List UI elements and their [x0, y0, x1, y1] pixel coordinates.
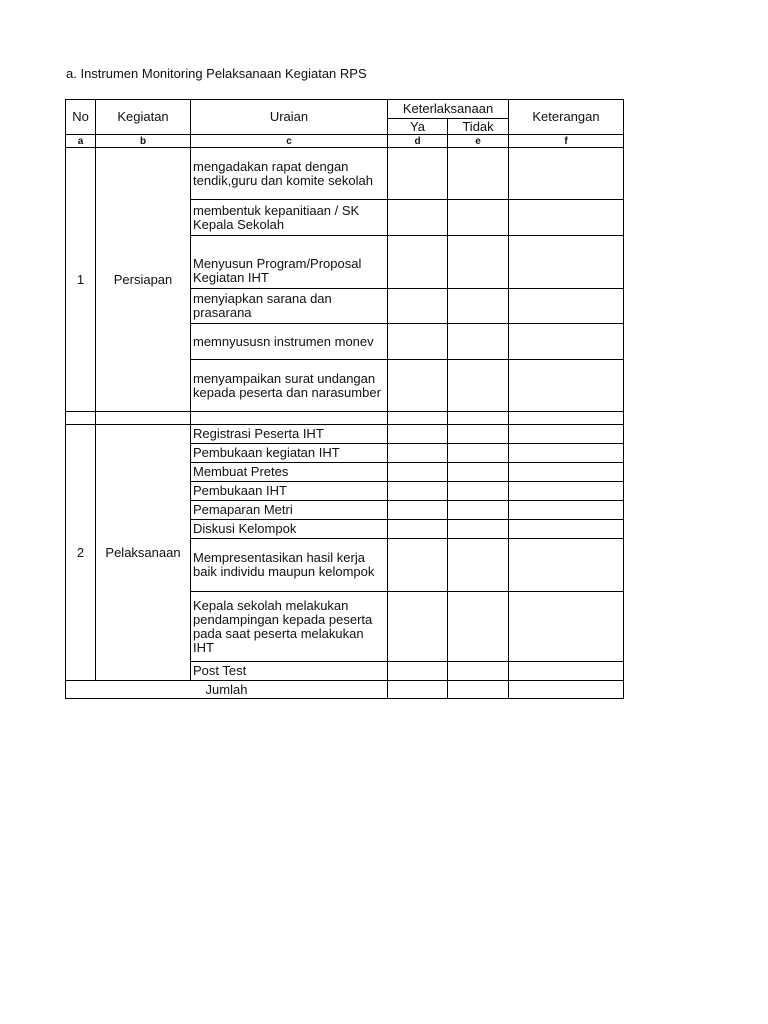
letter-e: e [448, 135, 509, 148]
tidak-cell [448, 200, 509, 236]
uraian-cell: Menyusun Program/Proposal Kegiatan IHT [191, 236, 388, 289]
ya-cell [388, 681, 448, 699]
keterangan-cell [509, 444, 624, 463]
keterangan-cell [509, 592, 624, 662]
uraian-cell: Mempresentasikan hasil kerja baik individu maupun kelompok [191, 539, 388, 592]
keterangan-cell [509, 681, 624, 699]
uraian-cell: Diskusi Kelompok [191, 520, 388, 539]
header-kegiatan: Kegiatan [96, 100, 191, 135]
table-row [66, 425, 624, 444]
header-no: No [66, 100, 96, 135]
tidak-cell [448, 463, 509, 482]
group-kegiatan: Persiapan [96, 148, 191, 412]
tidak-cell [448, 324, 509, 360]
ya-cell [388, 425, 448, 444]
uraian-cell: Pemaparan Metri [191, 501, 388, 520]
letter-f: f [509, 135, 624, 148]
tidak-cell [448, 236, 509, 289]
letter-c: c [191, 135, 388, 148]
ya-cell [388, 289, 448, 324]
uraian-cell: Pembukaan kegiatan IHT [191, 444, 388, 463]
header-keterangan: Keterangan [509, 100, 624, 135]
keterangan-cell [509, 200, 624, 236]
monitoring-table [65, 99, 624, 699]
tidak-cell [448, 289, 509, 324]
letter-b: b [96, 135, 191, 148]
header-tidak: Tidak [448, 119, 509, 135]
letter-a: a [66, 135, 96, 148]
uraian-cell: Membuat Pretes [191, 463, 388, 482]
header-keterlaksanaan: Keterlaksanaan [388, 100, 509, 119]
keterangan-cell [509, 148, 624, 200]
keterangan-cell [509, 425, 624, 444]
header-uraian: Uraian [191, 100, 388, 135]
ya-cell [388, 482, 448, 501]
jumlah-label: Jumlah [66, 681, 388, 699]
keterangan-cell [509, 482, 624, 501]
keterangan-cell [509, 520, 624, 539]
keterangan-cell [509, 463, 624, 482]
tidak-cell [448, 520, 509, 539]
keterangan-cell [509, 324, 624, 360]
group-kegiatan: Pelaksanaan [96, 425, 191, 681]
keterangan-cell [509, 289, 624, 324]
uraian-cell: Kepala sekolah melakukan pendampingan kepada peserta pada saat peserta melakukan IHT [191, 592, 388, 662]
tidak-cell [448, 360, 509, 412]
uraian-cell: mengadakan rapat dengan tendik,guru dan komite sekolah [191, 148, 388, 200]
uraian-cell: membentuk kepanitiaan / SK Kepala Sekolah [191, 200, 388, 236]
tidak-cell [448, 662, 509, 681]
uraian-cell: menyiapkan sarana dan prasarana [191, 289, 388, 324]
ya-cell [388, 539, 448, 592]
uraian-cell: Pembukaan IHT [191, 482, 388, 501]
uraian-cell: Registrasi Peserta IHT [191, 425, 388, 444]
tidak-cell [448, 148, 509, 200]
ya-cell [388, 148, 448, 200]
ya-cell [388, 463, 448, 482]
ya-cell [388, 236, 448, 289]
keterangan-cell [509, 501, 624, 520]
letter-d: d [388, 135, 448, 148]
ya-cell [388, 501, 448, 520]
ya-cell [388, 324, 448, 360]
ya-cell [388, 592, 448, 662]
tidak-cell [448, 444, 509, 463]
jumlah-row [66, 681, 624, 699]
tidak-cell [448, 482, 509, 501]
tidak-cell [448, 425, 509, 444]
uraian-cell: menyampaikan surat undangan kepada peserta dan narasumber [191, 360, 388, 412]
keterangan-cell [509, 360, 624, 412]
keterangan-cell [509, 662, 624, 681]
keterangan-cell [509, 539, 624, 592]
spacer-row [66, 412, 624, 425]
ya-cell [388, 444, 448, 463]
header-ya: Ya [388, 119, 448, 135]
ya-cell [388, 662, 448, 681]
keterangan-cell [509, 236, 624, 289]
ya-cell [388, 520, 448, 539]
tidak-cell [448, 501, 509, 520]
ya-cell [388, 200, 448, 236]
tidak-cell [448, 592, 509, 662]
tidak-cell [448, 539, 509, 592]
group-no: 2 [66, 425, 96, 681]
group-no: 1 [66, 148, 96, 412]
ya-cell [388, 360, 448, 412]
uraian-cell: Post Test [191, 662, 388, 681]
uraian-cell: memnyususn instrumen monev [191, 324, 388, 360]
tidak-cell [448, 681, 509, 699]
page-title: a. Instrumen Monitoring Pelaksanaan Kegiatan RPS [66, 66, 367, 81]
table-row [66, 148, 624, 200]
